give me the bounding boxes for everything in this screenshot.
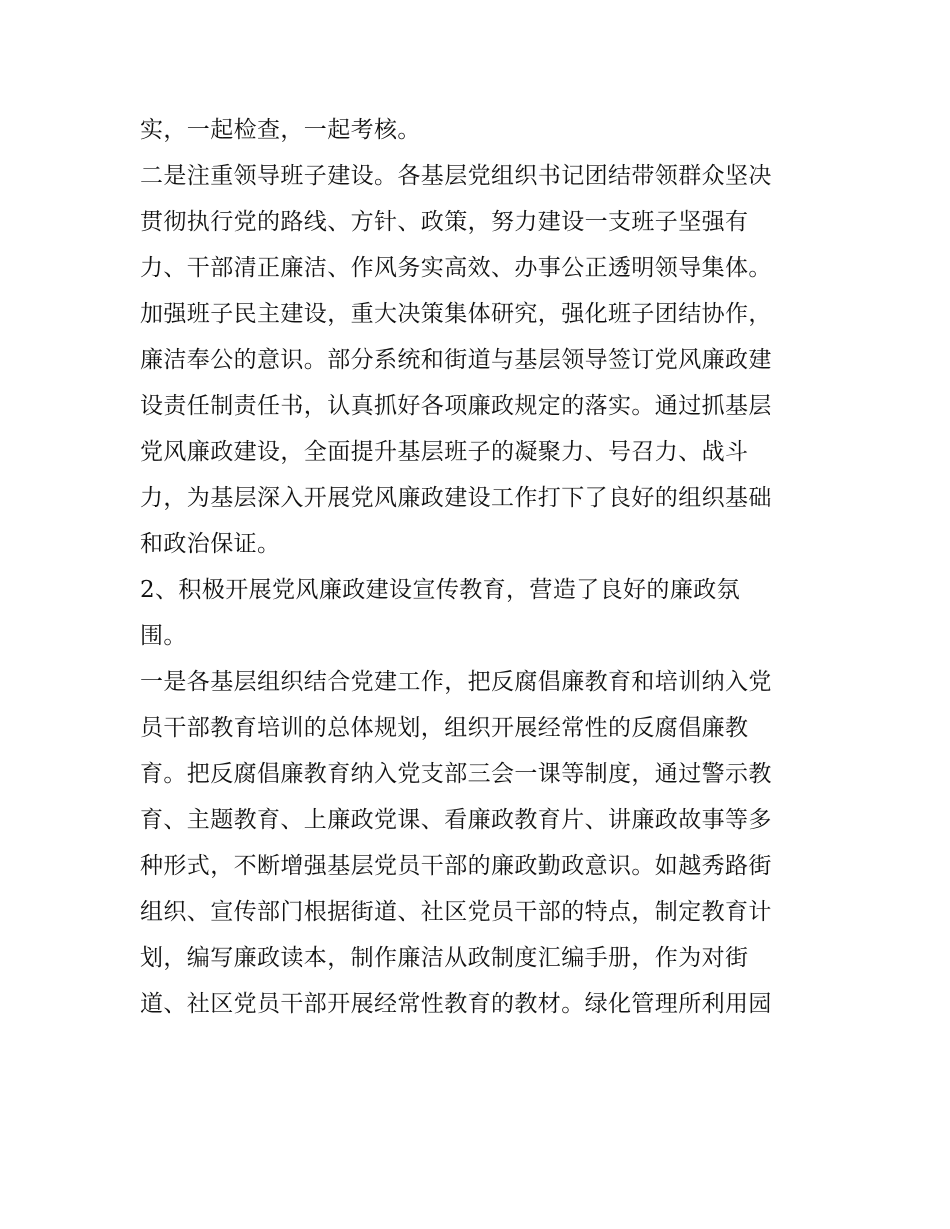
text-line: 实，一起检查，一起考核。 — [140, 117, 421, 143]
text-line: 加强班子民主建设，重大决策集体研究，强化班子团结协作， — [140, 301, 772, 327]
text-line: 廉洁奉公的意识。部分系统和街道与基层领导签订党风廉政建 — [140, 347, 772, 373]
text-line: 种形式，不断增强基层党员干部的廉政勤政意识。如越秀路街 — [140, 853, 772, 879]
text-line: 一是各基层组织结合党建工作，把反腐倡廉教育和培训纳入党 — [140, 669, 772, 695]
text-line: 力、干部清正廉洁、作风务实高效、办事公正透明领导集体。 — [140, 255, 772, 281]
text-line: 设责任制责任书，认真抓好各项廉政规定的落实。通过抓基层 — [140, 393, 772, 419]
text-line: 二是注重领导班子建设。各基层党组织书记团结带领群众坚决 — [140, 163, 772, 189]
section-heading: 围。 — [140, 623, 187, 649]
text-line: 员干部教育培训的总体规划，组织开展经常性的反腐倡廉教 — [140, 715, 749, 741]
text-line: 和政治保证。 — [140, 531, 281, 557]
text-line: 力，为基层深入开展党风廉政建设工作打下了良好的组织基础 — [140, 485, 772, 511]
text-line: 育、主题教育、上廉政党课、看廉政教育片、讲廉政故事等多 — [140, 807, 772, 833]
text-line: 育。把反腐倡廉教育纳入党支部三会一课等制度，通过警示教 — [140, 761, 772, 787]
text-line: 贯彻执行党的路线、方针、政策，努力建设一支班子坚强有 — [140, 209, 749, 235]
section-heading: 2、积极开展党风廉政建设宣传教育，营造了良好的廉政氛 — [140, 577, 741, 603]
text-line: 组织、宣传部门根据街道、社区党员干部的特点，制定教育计 — [140, 899, 772, 925]
text-line: 道、社区党员干部开展经常性教育的教材。绿化管理所利用园 — [140, 991, 772, 1017]
text-line: 划，编写廉政读本，制作廉洁从政制度汇编手册，作为对街 — [140, 945, 749, 971]
document-body — [140, 107, 820, 1027]
text-line: 党风廉政建设，全面提升基层班子的凝聚力、号召力、战斗 — [140, 439, 749, 465]
